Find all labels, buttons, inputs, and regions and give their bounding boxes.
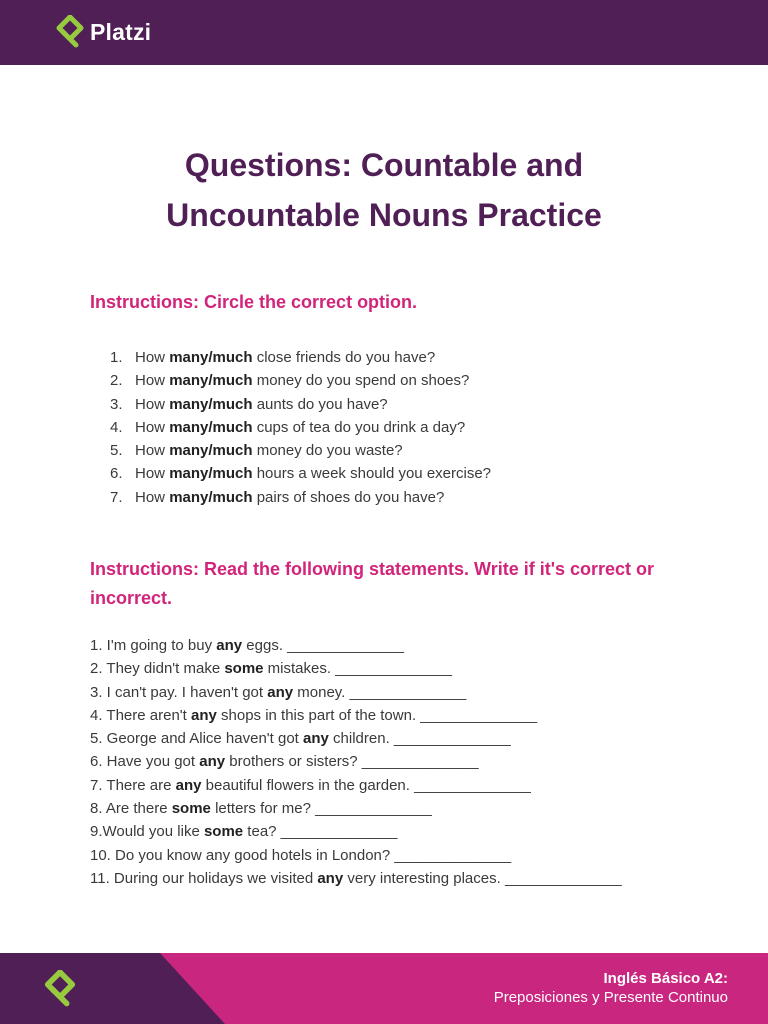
title-line-2: Uncountable Nouns Practice <box>166 197 602 233</box>
footer-dark-band <box>0 953 225 1024</box>
list-item: 4. There aren't any shops in this part of the town. ______________ <box>90 706 538 724</box>
list-item: 5. How many/much money do you waste? <box>110 442 403 460</box>
platzi-logo-icon <box>56 15 84 49</box>
instructions-correct-incorrect: Instructions: Read the following statements. Write if it's correct or incorrect. <box>90 559 655 608</box>
footer-bar <box>0 953 768 1024</box>
list-item: 9.Would you like some tea? ______________ <box>90 823 398 841</box>
question-list <box>110 346 491 509</box>
course-subtitle: Preposiciones y Presente Continuo <box>493 989 728 1006</box>
list-item: 3. I can't pay. I haven't got any money. ______________ <box>90 683 467 701</box>
list-item: 5. George and Alice haven't got any children. ______________ <box>90 730 511 748</box>
list-item: 2. They didn't make some mistakes. ______________ <box>90 660 452 678</box>
header-bar <box>0 0 768 65</box>
list-item: 3. How many/much aunts do you have? <box>110 395 388 413</box>
instructions-circle: Instructions: Circle the correct option. <box>90 292 418 312</box>
list-item: 8. Are there some letters for me? ______________ <box>90 800 432 818</box>
platzi-logo-icon <box>44 970 76 1008</box>
list-item: 6. How many/much hours a week should you exercise? <box>110 465 492 483</box>
list-item: 7. How many/much pairs of shoes do you have? <box>110 488 445 506</box>
list-item: 6. Have you got any brothers or sisters? ______________ <box>90 753 479 771</box>
list-item: 1. I'm going to buy any eggs. ______________ <box>90 637 404 654</box>
course-title: Inglés Básico A2: <box>603 970 728 987</box>
list-item: 4. How many/much cups of tea do you drink a day? <box>110 418 466 436</box>
course-info <box>494 969 728 1007</box>
list-item: 10. Do you know any good hotels in London? ______________ <box>90 846 512 864</box>
statement-list <box>90 634 622 890</box>
title-line-1: Questions: Countable and <box>184 147 584 183</box>
list-item: 7. There are any beautiful flowers in the garden. ______________ <box>90 776 531 794</box>
list-item: 11. During our holidays we visited any very interesting places. ______________ <box>90 869 622 887</box>
brand-name: Platzi <box>90 18 152 45</box>
list-item: 2. How many/much money do you spend on shoes? <box>110 372 470 390</box>
platzi-logo[interactable] <box>56 15 151 49</box>
page-title <box>0 140 768 240</box>
list-item: 1. How many/much close friends do you have? <box>110 349 436 366</box>
